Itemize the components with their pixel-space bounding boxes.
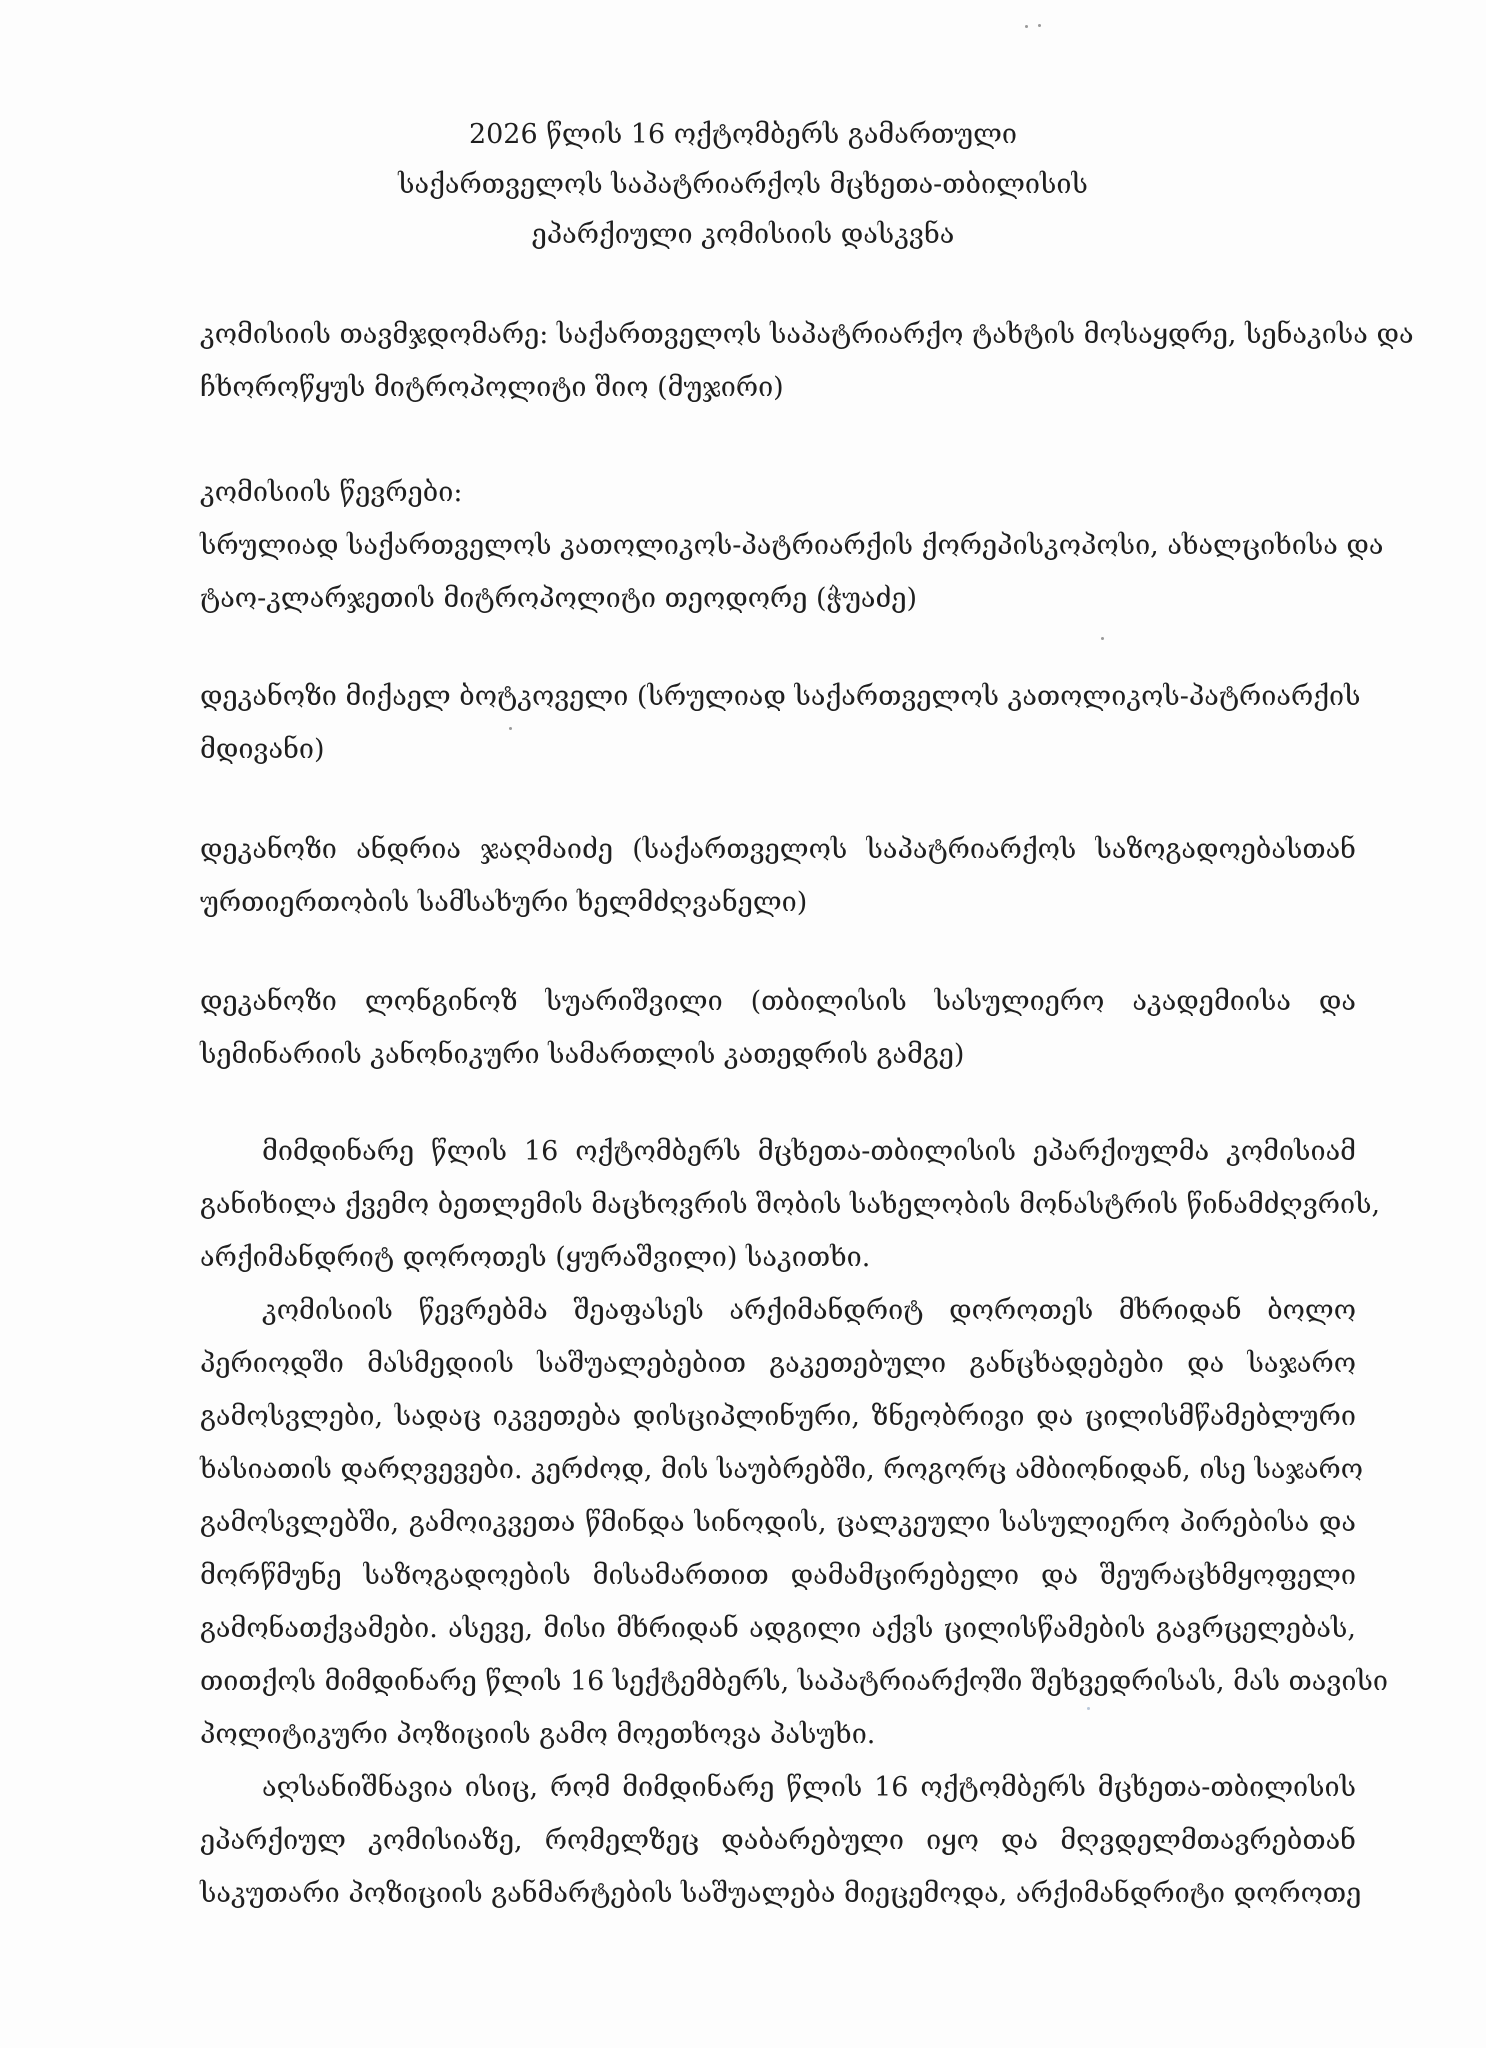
document-title <box>200 110 1286 260</box>
paragraph-line: საკუთარი პოზიციის განმარტების საშუალება მიეცემოდა, არქიმანდრიტი დოროთე <box>200 1878 1362 1909</box>
member-4-line-1: დეკანოზი ლონგინოზ სუარიშვილი (თბილისის სასულიერო აკადემიისა და <box>200 986 1356 1017</box>
title-line-3: ეპარქიული კომისიის დასკვნა <box>531 219 955 250</box>
scan-speck <box>1087 1707 1090 1710</box>
scan-speck <box>1101 637 1104 640</box>
chair-line-2: ჩხოროწყუს მიტროპოლიტი შიო (მუჯირი) <box>200 372 784 403</box>
member-2 <box>200 670 1361 776</box>
paragraph-line: კომისიის წევრებმა შეაფასეს არქიმანდრიტ დოროთეს მხრიდან ბოლო <box>262 1295 1356 1326</box>
members-heading <box>200 466 1356 519</box>
member-3-line-2: ურთიერთობის სამსახური ხელმძღვანელი) <box>200 887 808 918</box>
paragraph-line: არქიმანდრიტ დოროთეს (ყურაშვილი) საკითხი. <box>200 1242 871 1273</box>
paragraph-line: თითქოს მიმდინარე წლის 16 სექტემბერს, საპატრიარქოში შეხვედრისას, მას თავისი <box>200 1666 1389 1697</box>
member-2-line-2: მდივანი) <box>200 734 325 765</box>
paragraph-line: გამონათქვამები. ასევე, მისი მხრიდან ადგილი აქვს ცილისწამების გავრცელებას, <box>200 1613 1356 1644</box>
scan-speck <box>1038 24 1041 27</box>
member-3-line-1: დეკანოზი ანდრია ჯაღმაიძე (საქართველოს საპატრიარქოს საზოგადოებასთან <box>200 834 1356 865</box>
title-line-2: საქართველოს საპატრიარქოს მცხეთა-თბილისის <box>398 169 1088 200</box>
member-4-line-2: სემინარიის კანონიკური სამართლის კათედრის გამგე) <box>200 1039 965 1070</box>
title-line-1: 2026 წლის 16 ოქტომბერს გამართული <box>468 119 1018 150</box>
scan-speck <box>509 727 512 730</box>
body-paragraph-1 <box>200 1125 1381 1284</box>
paragraph-line: პერიოდში მასმედიის საშუალებებით გაკეთებული განცხადებები და საჯარო <box>200 1348 1356 1379</box>
member-3 <box>200 823 1356 929</box>
body-paragraph-3 <box>200 1761 1362 1920</box>
paragraph-line: ხასიათის დარღვევები. კერძოდ, მის საუბრებში, როგორც ამბიონიდან, ისე საჯარო <box>200 1454 1364 1485</box>
paragraph-line: პოლიტიკური პოზიციის გამო მოეთხოვა პასუხი. <box>200 1719 876 1750</box>
paragraph-line: გამოსვლები, სადაც იკვეთება დისციპლინური, ზნეობრივი და ცილისმწამებლური <box>200 1401 1356 1432</box>
paragraph-line: განიხილა ქვემო ბეთლემის მაცხოვრის შობის სახელობის მონასტრის წინამძღვრის, <box>200 1189 1381 1220</box>
member-4 <box>200 975 1356 1081</box>
scan-speck <box>1025 25 1028 28</box>
member-2-line-1: დეკანოზი მიქაელ ბოტკოველი (სრულიად საქართველოს კათოლიკოს-პატრიარქის <box>200 681 1361 712</box>
paragraph-line: აღსანიშნავია ისიც, რომ მიმდინარე წლის 16 ოქტომბერს მცხეთა-თბილისის <box>262 1772 1356 1803</box>
chair-line-1: კომისიის თავმჯდომარე: საქართველოს საპატრიარქო ტახტის მოსაყდრე, სენაკისა და <box>200 319 1414 350</box>
paragraph-line: ეპარქიულ კომისიაზე, რომელზეც დაბარებული იყო და მღვდელმთავრებთან <box>200 1825 1356 1856</box>
member-1-line-2: ტაო-კლარჯეთის მიტროპოლიტი თეოდორე (ჭუაძე) <box>200 583 918 614</box>
members-heading-text: კომისიის წევრები: <box>200 477 463 508</box>
member-1-line-1: სრულიად საქართველოს კათოლიკოს-პატრიარქის ქორეპისკოპოსი, ახალციხისა და <box>200 530 1384 561</box>
commission-chair <box>200 308 1414 414</box>
paragraph-line: მორწმუნე საზოგადოების მისამართით დამამცირებელი და შეურაცხმყოფელი <box>200 1560 1356 1591</box>
body-paragraph-2 <box>200 1284 1389 1761</box>
paragraph-line: მიმდინარე წლის 16 ოქტომბერს მცხეთა-თბილისის ეპარქიულმა კომისიამ <box>262 1136 1356 1167</box>
member-1 <box>200 519 1384 625</box>
paragraph-line: გამოსვლებში, გამოიკვეთა წმინდა სინოდის, ცალკეული სასულიერო პირებისა და <box>200 1507 1356 1538</box>
